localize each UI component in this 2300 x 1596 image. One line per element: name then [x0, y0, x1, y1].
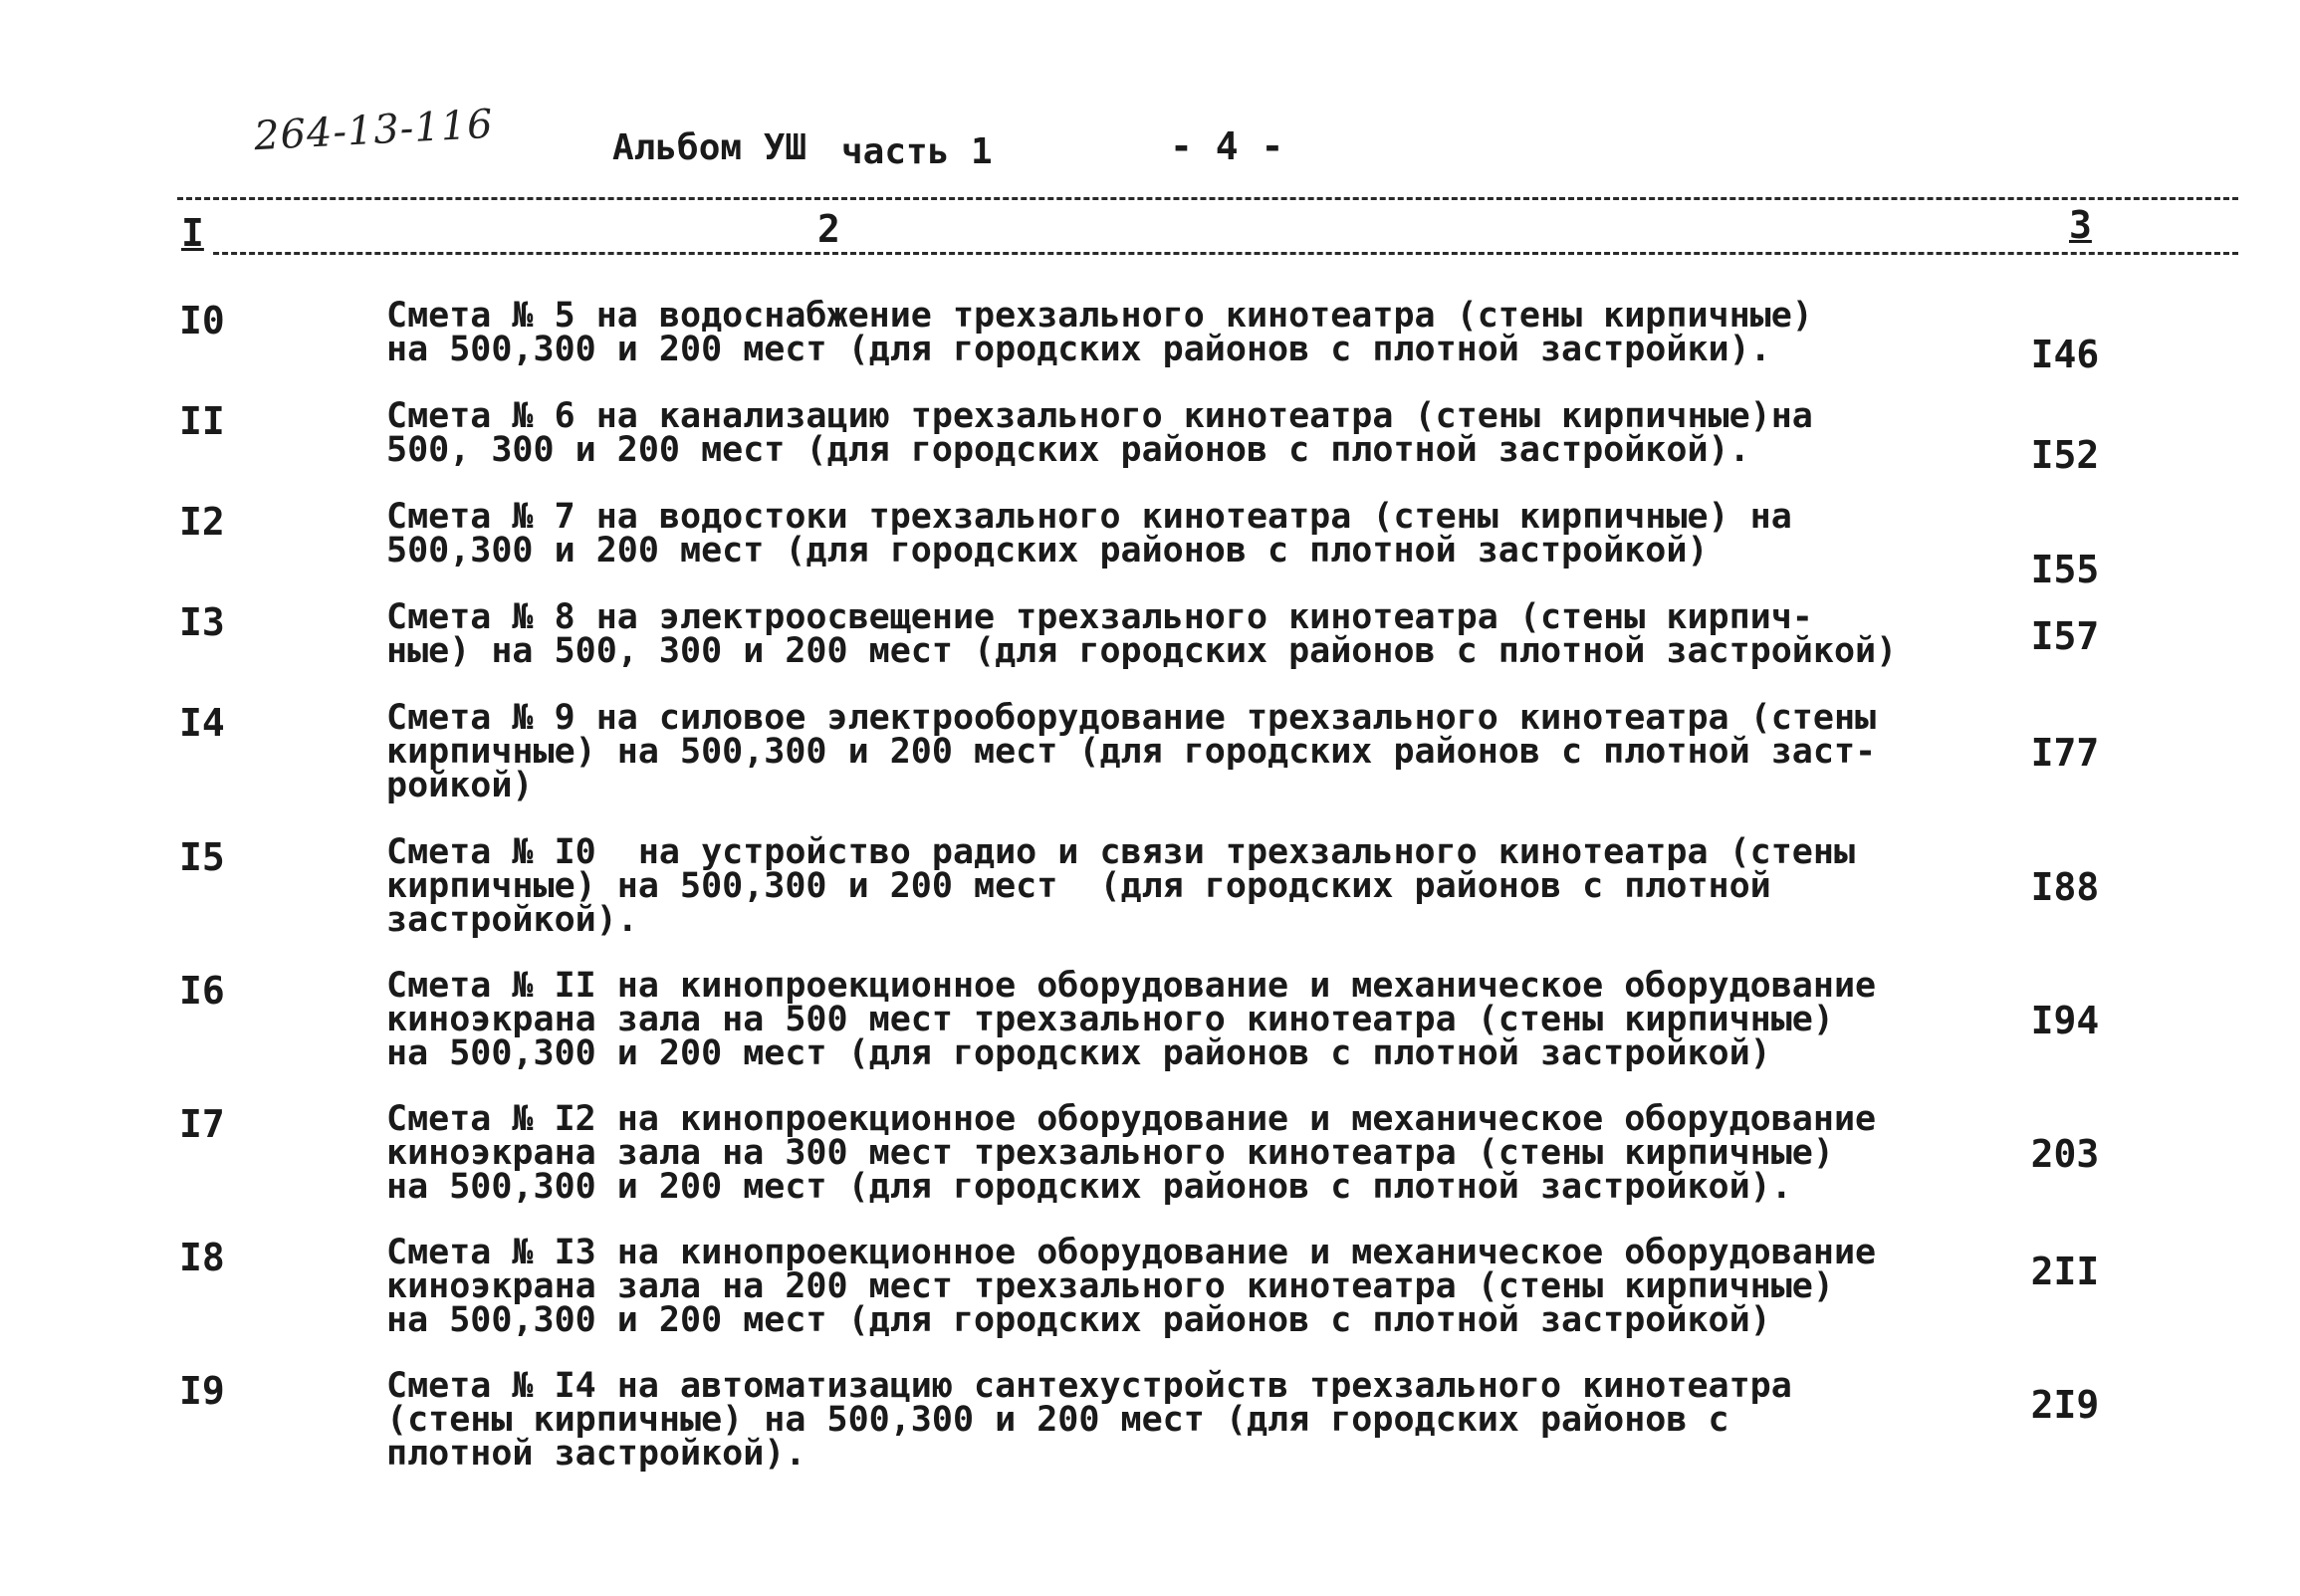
- page-number: - 4 -: [1170, 124, 1284, 168]
- row-description: Смета № 6 на канализацию трехзального кинотеатра (стены кирпичные)на 500, 300 и 200 мест (для городских районов с плотной застройкой).: [386, 396, 1813, 470]
- row-number: I6: [179, 969, 225, 1013]
- row-description: Смета № 7 на водостоки трехзального кинотеатра (стены кирпичные) на 500,300 и 200 мест (для городских районов с плотной застройкой): [386, 497, 1792, 570]
- header-divider-top: [177, 197, 2238, 200]
- row-description: Смета № 8 на электроосвещение трехзального кинотеатра (стены кирпич- ные) на 500, 300 и 200 мест (для городских районов с плотной застройкой): [386, 597, 1898, 671]
- album-title: Альбом УШ: [612, 127, 807, 168]
- row-number: I4: [179, 701, 225, 745]
- column-header-3: 3: [2063, 203, 2098, 247]
- row-page: I55: [2030, 548, 2100, 591]
- row-number: I0: [179, 299, 225, 342]
- part-label: часть 1: [841, 131, 993, 172]
- row-page: 203: [2030, 1132, 2100, 1176]
- row-page: I77: [2030, 731, 2100, 775]
- row-number: I9: [179, 1369, 225, 1413]
- row-number: I5: [179, 835, 225, 879]
- column-header-1: I: [175, 211, 210, 255]
- row-description: Смета № 9 на силовое электрооборудование трехзального кинотеатра (стены кирпичные) на 500,300 и 200 мест (для городских районов с плотной заст- ройкой): [386, 698, 1877, 805]
- column-header-2: 2: [811, 207, 846, 251]
- row-number: I7: [179, 1102, 225, 1146]
- row-page: I52: [2030, 433, 2100, 477]
- handwritten-code: 264-13-116: [252, 101, 495, 160]
- row-description: Смета № I2 на кинопроекционное оборудование и механическое оборудование киноэкрана зала на 300 мест трехзального кинотеатра (стены кирпичные) на 500,300 и 200 мест (для городских районов с плотной застройкой).: [386, 1099, 1877, 1207]
- row-description: Смета № I3 на кинопроекционное оборудование и механическое оборудование киноэкрана зала на 200 мест трехзального кинотеатра (стены кирпичные) на 500,300 и 200 мест (для городских районов с плотной застройкой): [386, 1233, 1877, 1340]
- row-number: I8: [179, 1236, 225, 1279]
- row-page: I88: [2030, 865, 2100, 909]
- row-number: I2: [179, 500, 225, 544]
- row-description: Смета № I0 на устройство радио и связи трехзального кинотеатра (стены кирпичные) на 500,300 и 200 мест (для городских районов с плотной застройкой).: [386, 832, 1856, 940]
- row-description: Смета № 5 на водоснабжение трехзального кинотеатра (стены кирпичные) на 500,300 и 200 мест (для городских районов с плотной застройки).: [386, 296, 1813, 369]
- row-page: I46: [2030, 333, 2100, 376]
- row-page: 2II: [2030, 1250, 2100, 1293]
- header-divider-bottom: [177, 252, 2238, 255]
- row-number: II: [179, 399, 225, 443]
- row-description: Смета № II на кинопроекционное оборудование и механическое оборудование киноэкрана зала на 500 мест трехзального кинотеатра (стены кирпичные) на 500,300 и 200 мест (для городских районов с плотной застройкой): [386, 966, 1877, 1073]
- row-page: I57: [2030, 614, 2100, 658]
- row-page: 2I9: [2030, 1383, 2100, 1427]
- row-description: Смета № I4 на автоматизацию сантехустройств трехзального кинотеатра (стены кирпичные) на 500,300 и 200 мест (для городских районов с плотной застройкой).: [386, 1366, 1792, 1474]
- row-number: I3: [179, 600, 225, 644]
- row-page: I94: [2030, 999, 2100, 1042]
